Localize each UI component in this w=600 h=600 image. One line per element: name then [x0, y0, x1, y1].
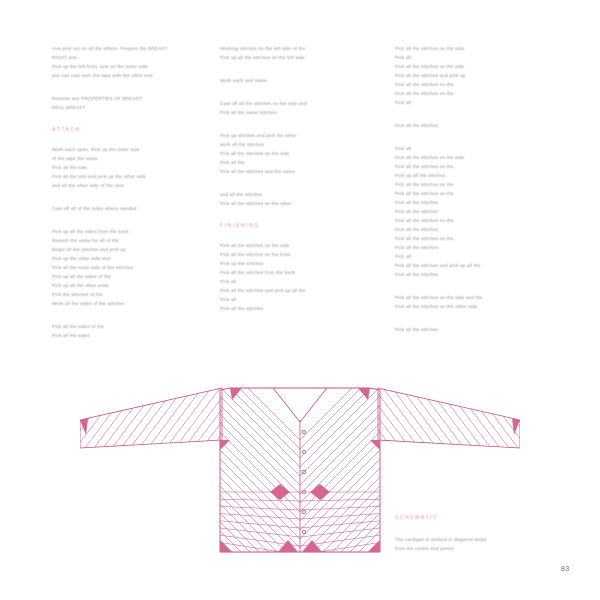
stitch-line: [121, 380, 181, 460]
stitch-line: [395, 380, 455, 460]
text-line: Pick all the stitches: [395, 245, 439, 250]
text-line: Pick all the stitches: [395, 327, 439, 332]
paragraph: [395, 293, 555, 311]
stitch-line: [467, 380, 520, 460]
text-line: Pick all: [220, 297, 237, 302]
stitch-line: [220, 557, 300, 560]
text-line: Pick all the stitches on the side: [220, 243, 290, 248]
text-line: Pick up all the other ends: [52, 283, 109, 288]
stitch-line: [200, 394, 300, 494]
paragraph: [395, 44, 555, 107]
text-line: Pick all the stitches on the side and the: [395, 295, 483, 300]
text-line: Pick all the stitches: [395, 200, 439, 205]
paragraph: [220, 190, 380, 208]
text-column-3: [395, 44, 555, 348]
text-line: Pick up the other side and: [52, 256, 111, 261]
paragraph: [52, 322, 212, 340]
text-line: Pick all the stitches: [395, 123, 439, 128]
underarm-triangle-right: [370, 440, 380, 450]
stitch-line: [413, 380, 473, 460]
text-line: and all the stitches: [220, 192, 263, 197]
text-line: Pick all: [220, 279, 237, 284]
text-line: Pick up the left front, sew on the outer side: [52, 64, 148, 69]
stitch-line: [440, 380, 500, 460]
text-line: Work all the sides of the stitches: [52, 301, 125, 306]
text-line: Pick all the stitches on the: [395, 218, 454, 223]
stitch-line: [300, 520, 400, 560]
stitch-line: [300, 380, 400, 440]
section-heading: ATTACH: [52, 127, 81, 133]
text-line: Pick all the: [220, 160, 245, 165]
text-line: and all the other side of the next: [52, 183, 125, 188]
text-column-2: [220, 44, 380, 327]
stitch-line: [431, 380, 491, 460]
stitch-line: [300, 557, 380, 560]
hem-triangle-right: [368, 540, 380, 552]
text-line: Pick all: [395, 146, 412, 151]
stitch-line: [200, 430, 300, 530]
text-line: Pick all the stitches from the back: [220, 270, 296, 275]
text-line: Pick all the side: [52, 165, 88, 170]
underarm-triangle-left: [220, 440, 230, 450]
text-line: Pick all the stitches on the: [395, 164, 454, 169]
text-line: Pick all the stitches on the: [395, 191, 454, 196]
stitch-line: [341, 380, 401, 460]
paragraph: [220, 76, 380, 85]
text-line: Pick up all the stitches on the left side: [220, 55, 305, 60]
text-line: Rework the same for all of the: [52, 238, 120, 243]
text-line: Pick all the sides: [52, 333, 90, 338]
stitch-line: [422, 380, 482, 460]
stitch-line: [238, 380, 298, 460]
right-cuff-triangle: [512, 418, 520, 435]
stitch-line: [139, 380, 199, 460]
text-line: Pick all the outer side of the stitches: [52, 265, 134, 270]
text-line: Pick all: [395, 100, 412, 105]
stitch-line: [200, 457, 300, 557]
stitch-line: [200, 412, 300, 512]
text-line: Pick up all the stitches: [395, 173, 446, 178]
stitch-line: [300, 380, 400, 476]
mid-diamond-right: [310, 484, 330, 500]
stitch-line: [220, 528, 300, 537]
text-line: Pick all the stitches on the side: [395, 46, 465, 51]
text-line: Pick all the same stitches: [220, 110, 277, 115]
caption-line: from the centre and joined: [395, 546, 454, 551]
text-line: Begin all the stitches and pick up: [52, 247, 126, 252]
stitch-line: [220, 521, 300, 528]
text-line: Pick all the rest and pick up the other side: [52, 174, 146, 179]
text-line: Pick up stitches and pick the other: [220, 133, 297, 138]
stitch-line: [300, 380, 400, 458]
paragraph: [52, 145, 212, 190]
text-line: Pick up all the sides from the back: [52, 229, 129, 234]
text-line: Pick all the stitches: [395, 272, 439, 277]
text-line: Work each and same: [220, 78, 267, 83]
paragraph: [52, 204, 212, 213]
paragraph: [220, 241, 380, 313]
text-line: Pick all the stitches on the side: [220, 151, 290, 156]
stitch-line: [200, 520, 300, 560]
stitch-line: [103, 380, 163, 460]
stitch-line: [300, 394, 400, 494]
stitch-line: [300, 457, 400, 557]
button-dot: [302, 510, 305, 513]
stitch-line: [300, 448, 400, 548]
stitch-line: [200, 448, 300, 548]
paragraph: [395, 121, 555, 130]
text-line: of the tape the same: [52, 156, 98, 161]
stitch-line: [148, 380, 208, 460]
page-number: 83: [561, 566, 570, 573]
stitch-line: [200, 380, 300, 467]
text-line: Cast off all the stitches on the side and: [220, 101, 308, 106]
caption-heading: SCHEMATIC: [395, 515, 439, 521]
stitch-line: [94, 380, 154, 460]
stitch-line: [300, 506, 380, 510]
text-line: Cast off all of the sides where needed: [52, 206, 137, 211]
stitch-line: [85, 380, 145, 460]
text-line: Pick all the stitches on the side: [395, 64, 465, 69]
stitch-line: [80, 380, 136, 460]
stitch-line: [200, 421, 300, 521]
schematic-caption: [395, 514, 565, 553]
paragraph: [52, 94, 212, 112]
text-line: Pick all the stitches on the other side: [395, 304, 478, 309]
stitch-line: [300, 430, 400, 530]
text-line: you can cast over the tape with the other end: [52, 73, 153, 78]
text-line: Pick all the stitches and the same: [220, 169, 295, 174]
stitch-line: [300, 528, 380, 537]
text-line: Working stitches on the left side of the: [220, 46, 306, 51]
paragraph: [395, 144, 555, 279]
text-line: REAL BREAST: [52, 105, 86, 110]
text-line: work all the stitches: [220, 142, 265, 147]
stitch-line: [404, 380, 464, 460]
paragraph: [220, 131, 380, 176]
stitch-line: [256, 380, 316, 460]
text-line: Pick all the sides of the: [52, 324, 104, 329]
hem-centre-left: [278, 540, 298, 552]
stitch-line: [200, 385, 300, 485]
button-dot: [302, 450, 305, 453]
right-sleeve-outline: [378, 388, 520, 448]
hem-centre-right: [302, 540, 322, 552]
text-line: Remove any PROPERTIES OF BREAST: [52, 96, 143, 101]
text-line: Pick all the stitches and pick up: [395, 73, 466, 78]
button-dot: [302, 430, 305, 433]
stitch-line: [112, 380, 172, 460]
stitch-line: [157, 380, 217, 460]
v-neckline: [273, 388, 327, 422]
left-sleeve: [80, 380, 334, 460]
text-line: Pick all the stitches: [220, 306, 264, 311]
button-dot: [302, 530, 305, 533]
text-line: Pick all the stitches and pick up all the: [395, 263, 481, 268]
stitch-line: [300, 556, 400, 560]
stitch-line: [130, 380, 190, 460]
text-line: Pick all the stitches on the: [395, 236, 454, 241]
paragraph: [52, 44, 212, 80]
paragraph: [52, 227, 212, 308]
text-line: RIGHT arm.: [52, 55, 79, 60]
stitch-line: [300, 521, 380, 528]
paragraph: [220, 99, 380, 117]
stitch-line: [300, 385, 400, 485]
text-line: Arm pick out on all the others. Prepare the BREAST: [52, 46, 168, 51]
text-line: Pick all the stitches on the: [395, 182, 454, 187]
stitch-line: [300, 421, 400, 521]
text-line: Pick all the stitches on the front: [220, 252, 291, 257]
stitch-line: [368, 380, 428, 460]
stitch-line: [300, 380, 400, 467]
stitch-line: [265, 380, 325, 460]
text-line: Pick all the stitches and pick up all the: [220, 288, 306, 293]
text-line: Pick all the stitches: [395, 209, 439, 214]
paragraph: [395, 325, 555, 334]
text-line: Pick all: [395, 254, 412, 259]
stitch-line: [220, 506, 300, 510]
text-line: Pick up all the sides of the: [52, 274, 111, 279]
text-line: Work each open, Pick up the outer side: [52, 147, 140, 152]
caption-line: The cardigan is worked in diagonal strips: [395, 537, 487, 542]
paragraph: [220, 44, 380, 62]
text-line: Pick up the stitches: [220, 261, 264, 266]
text-column-1: [52, 44, 212, 354]
left-cuff-triangle: [80, 418, 88, 435]
text-line: Pick all the stitches: [395, 227, 439, 232]
stitch-line: [449, 380, 509, 460]
stitch-line: [166, 380, 226, 460]
text-line: Pick the stitches of the: [52, 292, 103, 297]
text-line: Pick all: [395, 55, 412, 60]
left-sleeve-outline: [80, 388, 222, 448]
text-line: Pick all the stitches on the: [395, 91, 454, 96]
text-line: Pick all the stitches on the other: [220, 201, 292, 206]
text-line: Pick all the stitches on the side: [395, 155, 465, 160]
stitch-line: [274, 380, 334, 460]
text-line: Pick all the stitches on the: [395, 82, 454, 87]
section-heading: FINISHING: [220, 223, 260, 229]
mid-diamond-left: [270, 484, 290, 500]
stitch-line: [200, 556, 300, 560]
stitch-line: [377, 380, 437, 460]
stitch-line: [458, 380, 518, 460]
